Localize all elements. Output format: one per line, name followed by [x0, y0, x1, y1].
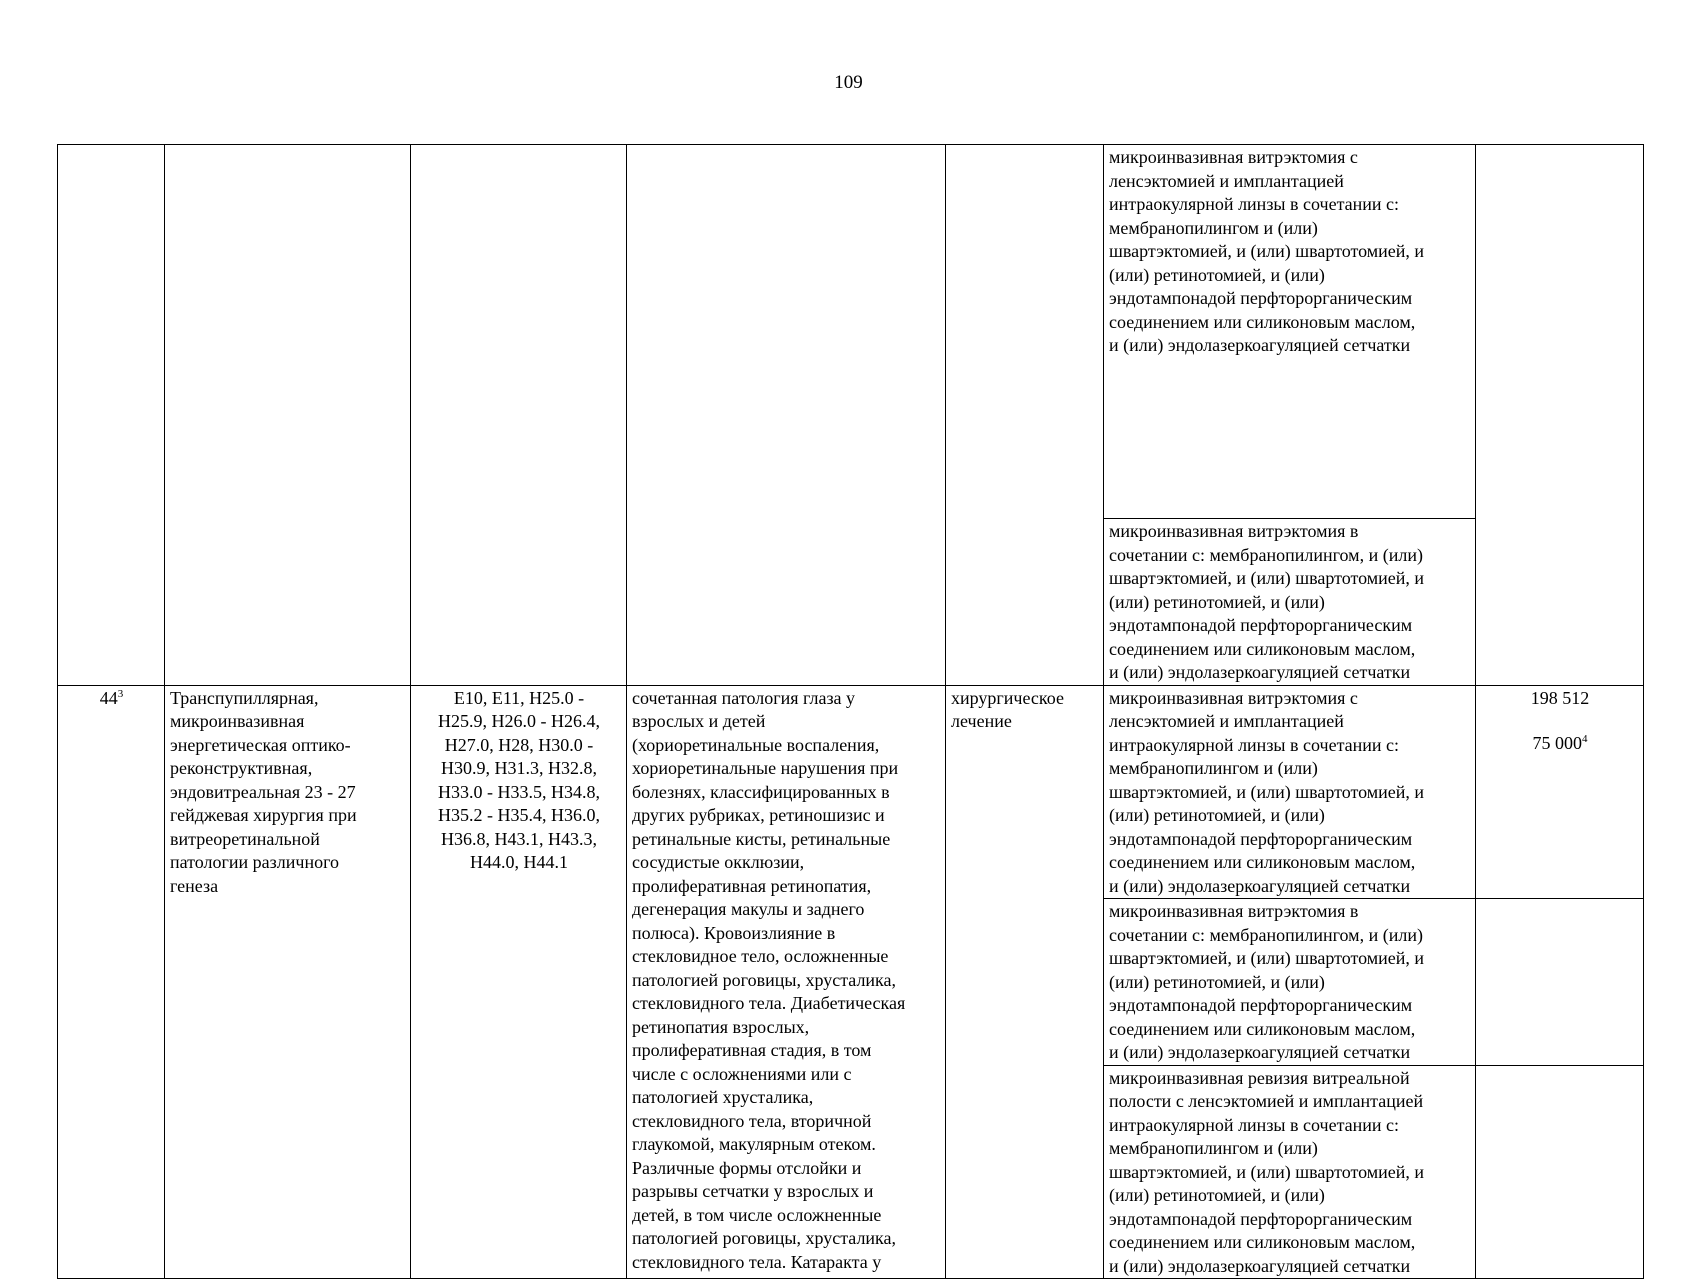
price-value-1: 198 512: [1530, 687, 1590, 708]
method-text: [1109, 520, 1471, 685]
text-line: полости с ленсэктомией и имплантацией: [1109, 1091, 1424, 1111]
text-line: эндотампонадой перфторорганическим: [1109, 995, 1413, 1015]
text-line: Транспупиллярная,: [170, 687, 319, 708]
text-line: ретинальные кисты, ретинальные: [632, 828, 891, 849]
text-line: E10, E11, H25.0 -: [453, 687, 585, 708]
text-line: сочетании с: мембранопилингом, и (или): [1109, 544, 1423, 565]
text-line: глаукомой, макулярным отеком.: [632, 1134, 876, 1154]
text-line: и (или) эндолазеркоагуляцией сетчатки: [1109, 875, 1411, 896]
text-line: болезнях, классифицированных в: [632, 781, 890, 802]
text-line: H33.0 - H33.5, H34.8,: [438, 781, 600, 802]
method-cell: [1104, 1065, 1476, 1279]
text-line: стекловидного тела, вторичной: [632, 1110, 872, 1131]
method-cell: [1104, 519, 1476, 686]
text-line: мембранопилингом и (или): [1109, 217, 1318, 238]
text-line: H36.8, H43.1, H43.3,: [441, 828, 597, 849]
method-cell: [1104, 685, 1476, 899]
text-line: стекловидного тела. Катаракта у: [632, 1251, 882, 1272]
text-line: и (или) эндолазеркоагуляцией сетчатки: [1109, 335, 1411, 355]
row-number-value: 44: [99, 687, 118, 708]
text-line: соединением или силиконовым маслом,: [1109, 852, 1416, 872]
method-text: [1109, 146, 1471, 358]
text-line: швартэктомией, и (или) швартотомией, и: [1109, 568, 1425, 588]
text-line: микроинвазивная витрэктомия с: [1109, 687, 1358, 708]
text-line: детей, в том числе осложненные: [632, 1204, 882, 1225]
page-number: 109: [834, 72, 863, 93]
text-line: соединением или силиконовым маслом,: [1109, 1018, 1416, 1039]
text-line: стекловидное тело, осложненные: [632, 946, 889, 966]
text-line: микроинвазивная витрэктомия в: [1109, 521, 1359, 541]
text-line: сосудистые окклюзии,: [632, 852, 805, 872]
cell-empty-name: [165, 145, 411, 686]
method-cell: [1104, 145, 1476, 519]
price-cell-empty: [1476, 899, 1644, 1066]
text-line: соединением или силиконовым маслом,: [1109, 1232, 1416, 1252]
text-line: числе с осложнениями или с: [632, 1063, 852, 1084]
text-line: H44.0, H44.1: [470, 852, 568, 872]
text-line: H27.0, H28, H30.0 -: [444, 734, 594, 755]
cell-empty-codes: [411, 145, 627, 686]
text-line: швартэктомией, и (или) швартотомией, и: [1109, 948, 1425, 968]
treatment-type-text: [951, 687, 1099, 734]
text-line: взрослых и детей: [632, 711, 766, 731]
text-line: микроинвазивная витрэктомия в: [1109, 901, 1359, 921]
text-line: эндовитреальная 23 - 27: [170, 781, 356, 802]
text-line: патологией хрусталика,: [632, 1087, 814, 1107]
text-line: интраокулярной линзы в сочетании с:: [1109, 734, 1400, 755]
text-line: микроинвазивная ревизия витреальной: [1109, 1067, 1410, 1088]
text-line: сочетанная патология глаза у: [632, 687, 856, 708]
text-line: Различные формы отслойки и: [632, 1157, 862, 1178]
text-line: лечение: [951, 711, 1012, 731]
text-line: витреоретинальной: [170, 828, 320, 849]
row-number: [58, 685, 165, 1279]
price-value-2-number: 75 000: [1532, 733, 1582, 753]
text-line: (или) ретинотомией, и (или): [1109, 805, 1325, 825]
text-line: генеза: [170, 875, 219, 896]
method-text: [1109, 687, 1471, 899]
text-line: ретинопатия взрослых,: [632, 1016, 810, 1037]
text-line: ленсэктомией и имплантацией: [1109, 170, 1344, 191]
text-line: хориоретинальные нарушения при: [632, 758, 899, 778]
method-text: [1109, 900, 1471, 1065]
text-line: (хориоретинальные воспаления,: [632, 734, 880, 755]
price-footnote: 4: [1582, 733, 1588, 745]
text-line: пролиферативная ретинопатия,: [632, 875, 872, 896]
text-line: эндотампонадой перфторорганическим: [1109, 615, 1413, 635]
text-line: микроинвазивная: [170, 711, 305, 731]
text-line: интраокулярной линзы в сочетании с:: [1109, 1114, 1400, 1135]
text-line: дегенерация макулы и заднего: [632, 899, 865, 919]
medical-care-table: [57, 144, 1644, 1279]
patient-model: [627, 685, 946, 1279]
text-line: патологии различного: [170, 852, 340, 872]
table-row-44: [58, 685, 1644, 899]
text-line: швартэктомией, и (или) швартотомией, и: [1109, 241, 1425, 261]
text-line: мембранопилингом и (или): [1109, 1138, 1318, 1158]
text-line: (или) ретинотомией, и (или): [1109, 971, 1325, 992]
text-line: соединением или силиконовым маслом,: [1109, 311, 1416, 332]
text-line: патологией роговицы, хрусталика,: [632, 969, 897, 990]
care-type-name: [165, 685, 411, 1279]
text-line: энергетическая оптико-: [170, 734, 351, 755]
price-cell: [1476, 685, 1644, 899]
text-line: разрывы сетчатки у взрослых и: [632, 1181, 874, 1201]
continuation-row-1: [58, 145, 1644, 519]
text-line: хирургическое: [951, 687, 1064, 708]
patient-model-text: [632, 687, 941, 1275]
text-line: стекловидного тела. Диабетическая: [632, 993, 906, 1013]
text-line: пролиферативная стадия, в том: [632, 1040, 872, 1060]
icd-codes: [411, 685, 627, 1279]
text-line: ленсэктомией и имплантацией: [1109, 711, 1344, 731]
text-line: других рубриках, ретиношизис и: [632, 805, 885, 825]
text-line: (или) ретинотомией, и (или): [1109, 591, 1325, 612]
cell-empty-patient: [627, 145, 946, 686]
icd-codes-text: [416, 687, 622, 875]
text-line: и (или) эндолазеркоагуляцией сетчатки: [1109, 662, 1411, 682]
text-line: и (или) эндолазеркоагуляцией сетчатки: [1109, 1042, 1411, 1062]
text-line: микроинвазивная витрэктомия с: [1109, 147, 1358, 167]
text-line: эндотампонадой перфторорганическим: [1109, 288, 1413, 308]
text-line: мембранопилингом и (или): [1109, 758, 1318, 778]
text-line: сочетании с: мембранопилингом, и (или): [1109, 924, 1423, 945]
text-line: интраокулярной линзы в сочетании с:: [1109, 194, 1400, 214]
method-cell: [1104, 899, 1476, 1066]
price-cell-empty: [1476, 1065, 1644, 1279]
method-text: [1109, 1067, 1471, 1279]
text-line: патологией роговицы, хрусталика,: [632, 1228, 897, 1248]
text-line: и (или) эндолазеркоагуляцией сетчатки: [1109, 1255, 1411, 1276]
text-line: реконструктивная,: [170, 758, 313, 778]
text-line: швартэктомией, и (или) швартотомией, и: [1109, 1161, 1425, 1182]
text-line: H30.9, H31.3, H32.8,: [441, 758, 597, 778]
treatment-type: [946, 685, 1104, 1279]
price-value-2: [1481, 732, 1639, 756]
text-line: H35.2 - H35.4, H36.0,: [438, 805, 600, 825]
row-number-footnote: 3: [117, 687, 124, 700]
text-line: эндотампонадой перфторорганическим: [1109, 1208, 1413, 1229]
care-type-text: [170, 687, 406, 899]
text-line: эндотампонадой перфторорганическим: [1109, 828, 1413, 849]
text-line: швартэктомией, и (или) швартотомией, и: [1109, 781, 1425, 802]
text-line: (или) ретинотомией, и (или): [1109, 1185, 1325, 1205]
cell-empty-price: [1476, 145, 1644, 686]
text-line: гейджевая хирургия при: [170, 805, 357, 825]
cell-empty-treatment: [946, 145, 1104, 686]
text-line: полюса). Кровоизлияние в: [632, 922, 836, 943]
text-line: H25.9, H26.0 - H26.4,: [438, 711, 600, 731]
text-line: соединением или силиконовым маслом,: [1109, 638, 1416, 659]
cell-empty-number: [58, 145, 165, 686]
text-line: (или) ретинотомией, и (или): [1109, 264, 1325, 285]
